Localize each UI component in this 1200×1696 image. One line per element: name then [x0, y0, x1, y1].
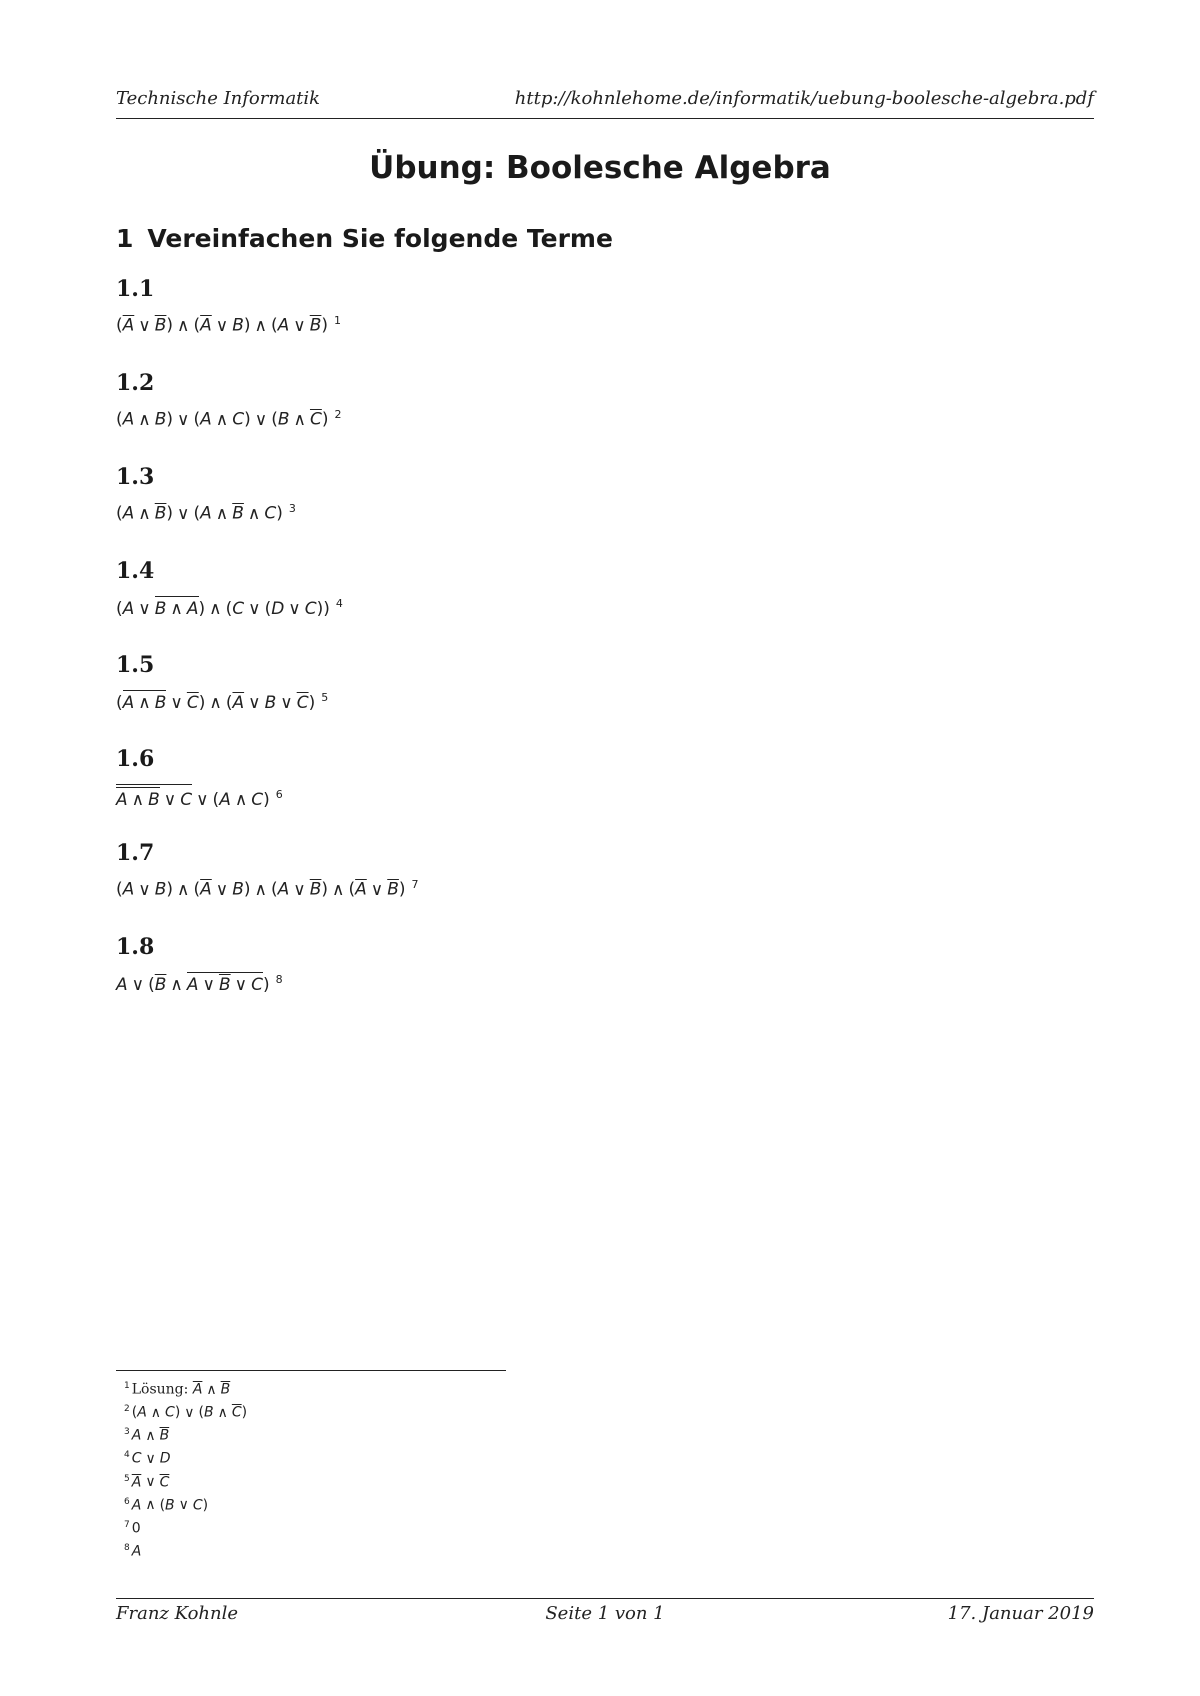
- footnote-3: $^3$ A ∧ $\overline{B}$: [124, 1427, 170, 1444]
- footnote-5: $^5$ $\overline{A}$ ∨ $\overline{C}$: [124, 1473, 170, 1491]
- header-course: Technische Informatik: [116, 88, 321, 109]
- footnote-divider: [116, 1370, 506, 1371]
- task-expression: (A ∧ B) ∨ (A ∧ C) ∨ (B ∧ $\overline{C}$) $^2$: [116, 408, 342, 430]
- section-number: 1: [116, 224, 134, 253]
- footnote-marker[interactable]: 5: [321, 691, 329, 705]
- footnote-marker[interactable]: 7: [411, 878, 419, 891]
- task-1-6: [116, 746, 283, 810]
- footnote-number: 8: [124, 1543, 130, 1554]
- footnote-7: $^7$ 0: [124, 1519, 141, 1537]
- footnote-number: 4: [124, 1450, 130, 1461]
- footnote-marker[interactable]: 4: [335, 597, 343, 611]
- task-expression: A ∧ B ∨ C ∨ (A ∧ C) $^6$: [116, 784, 283, 810]
- footnote-6: $^6$ A ∧ (B ∨ C): [124, 1496, 209, 1514]
- task-expression: (A ∨ B ∧ A) ∧ (C ∨ (D ∨ C)) $^4$: [116, 597, 343, 619]
- footnote-number: 5: [124, 1473, 130, 1484]
- footnote-1: $^1$ Lösung: $\overline{A}$ ∧ $\overline{B}$: [124, 1381, 231, 1398]
- section-heading: [116, 224, 613, 253]
- footnote-8: $^8$ A: [124, 1543, 142, 1560]
- footnote-2: $^2$ (A ∧ C) ∨ (B ∧ $\overline{C}$): [124, 1404, 248, 1421]
- footnote-marker[interactable]: 8: [275, 973, 283, 987]
- task-expression: (A ∨ B) ∧ ($\overline{A}$ ∨ B) ∧ (A ∨ $\overline{B}$) ∧ ($\overline{A}$ ∨ $\overline{B}$) $^7$: [116, 878, 419, 900]
- page-footer: [116, 1598, 1094, 1629]
- footer-date: 17. Januar 2019: [947, 1603, 1094, 1624]
- footnotes: [124, 1377, 247, 1562]
- page-title: Übung: Boolesche Algebra: [369, 150, 831, 186]
- task-1-1: [116, 276, 341, 336]
- footer-author: Franz Kohnle: [116, 1603, 239, 1624]
- header-url[interactable]: http://kohnlehome.de/informatik/uebung-boolesche-algebra.pdf: [514, 88, 1094, 109]
- task-label: 1.6: [116, 746, 155, 772]
- task-label: 1.3: [116, 464, 155, 490]
- footnote-number: 2: [124, 1404, 130, 1415]
- task-expression: ($\overline{A}$ ∨ $\overline{B}$) ∧ ($\overline{A}$ ∨ B) ∧ (A ∨ $\overline{B}$) $^1$: [116, 314, 342, 336]
- task-label: 1.1: [116, 276, 155, 302]
- task-1-8: [116, 934, 283, 995]
- task-label: 1.4: [116, 558, 155, 584]
- footnote-marker[interactable]: 1: [334, 314, 342, 327]
- task-label: 1.2: [116, 370, 155, 396]
- task-expression: (A ∧ B ∨ $\overline{C}$) ∧ ($\overline{A}$ ∨ B ∨ $\overline{C}$) $^5$: [116, 691, 329, 713]
- footnote-marker[interactable]: 2: [334, 408, 342, 421]
- footnote-number: 7: [124, 1519, 130, 1530]
- task-label: 1.7: [116, 840, 155, 866]
- footnote-number: 6: [124, 1496, 130, 1507]
- task-1-4: [116, 558, 343, 619]
- task-label: 1.8: [116, 934, 155, 960]
- footer-page-number: Seite 1 von 1: [545, 1603, 665, 1624]
- footnote-marker[interactable]: 6: [275, 788, 283, 802]
- task-1-7: [116, 840, 419, 900]
- footnote-number: 3: [124, 1427, 130, 1438]
- task-1-2: [116, 370, 341, 430]
- page-header: [116, 88, 1094, 119]
- footnote-number: 1: [124, 1381, 130, 1391]
- task-1-5: [116, 652, 328, 713]
- footnote-solution-label: Lösung:: [131, 1381, 189, 1398]
- task-label: 1.5: [116, 652, 155, 678]
- task-expression: (A ∧ $\overline{B}$) ∨ (A ∧ $\overline{B}$ ∧ C) $^3$: [116, 502, 296, 524]
- section-title: Vereinfachen Sie folgende Terme: [147, 224, 613, 253]
- footnote-marker[interactable]: 3: [288, 502, 296, 515]
- task-expression: A ∨ ($\overline{B}$ ∧ A ∨ $\overline{B}$ ∨ C) $^8$: [116, 973, 283, 995]
- footnote-4: $^4$ C ∨ D: [124, 1450, 171, 1468]
- task-1-3: [116, 464, 296, 524]
